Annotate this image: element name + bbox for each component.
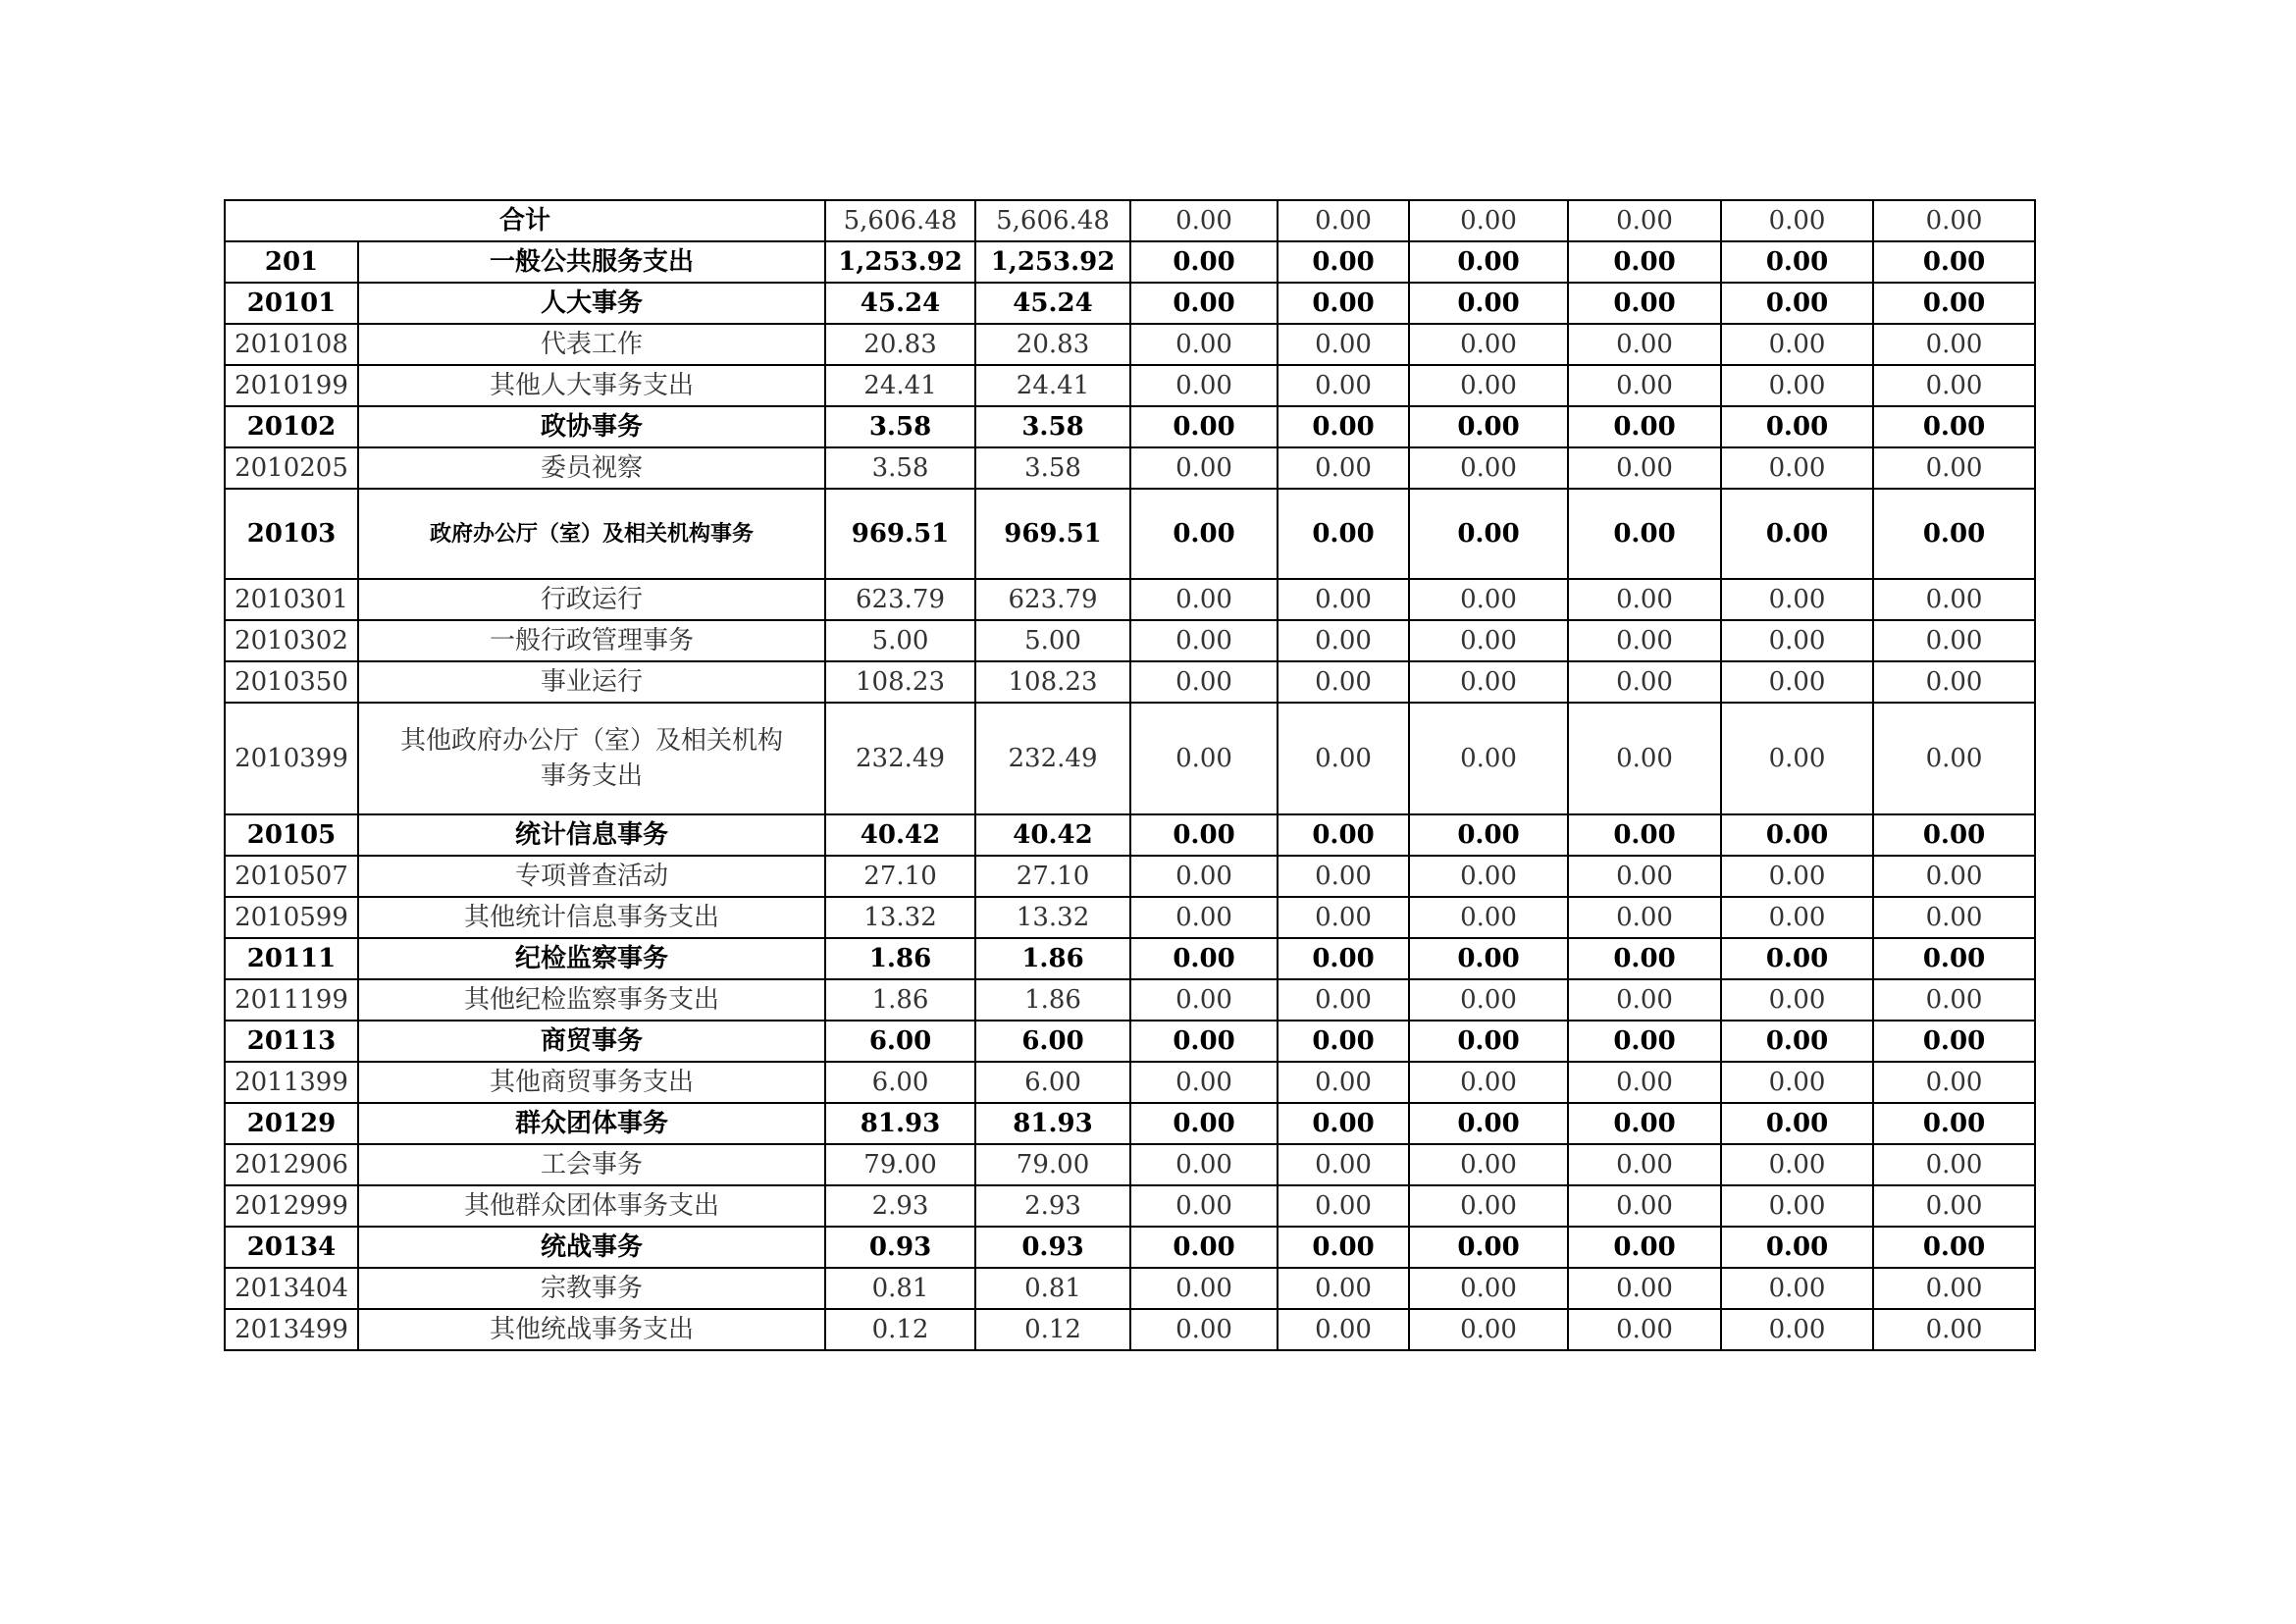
item-value: 13.32: [975, 897, 1130, 938]
total-value: 0.00: [1873, 200, 2035, 241]
item-value: 0.00: [1873, 1103, 2035, 1144]
item-name: 政府办公厅（室）及相关机构事务: [358, 489, 825, 579]
item-value: 0.00: [1278, 489, 1409, 579]
item-value: 0.00: [1721, 1021, 1873, 1062]
item-value: 0.00: [1278, 324, 1409, 365]
item-code: 20102: [225, 406, 358, 447]
item-value: 0.00: [1568, 1268, 1721, 1309]
item-value: 0.00: [1873, 1062, 2035, 1103]
item-value: 0.00: [1568, 283, 1721, 324]
item-value: 0.00: [1278, 1309, 1409, 1350]
item-code: 20113: [225, 1021, 358, 1062]
item-value: 0.00: [1130, 489, 1278, 579]
item-value: 0.00: [1568, 406, 1721, 447]
item-value: 0.00: [1873, 938, 2035, 979]
item-value: 0.00: [1568, 856, 1721, 897]
item-value: 0.00: [1873, 1021, 2035, 1062]
item-value: 0.00: [1409, 365, 1568, 406]
table-row: [225, 1021, 2035, 1062]
item-value: 0.00: [1130, 1021, 1278, 1062]
item-name: 工会事务: [358, 1144, 825, 1185]
item-value: 0.00: [1873, 365, 2035, 406]
item-value: 0.00: [1873, 1268, 2035, 1309]
item-value: 0.00: [1721, 283, 1873, 324]
item-code: 2010599: [225, 897, 358, 938]
item-value: 13.32: [825, 897, 975, 938]
item-value: 0.00: [1721, 1309, 1873, 1350]
item-value: 1,253.92: [975, 241, 1130, 283]
item-name: 统战事务: [358, 1227, 825, 1268]
item-value: 0.00: [1130, 241, 1278, 283]
item-value: 0.00: [1873, 661, 2035, 703]
item-value: 0.12: [975, 1309, 1130, 1350]
budget-expenditure-table: [224, 199, 2036, 1351]
item-name: 一般行政管理事务: [358, 620, 825, 661]
item-value: 108.23: [825, 661, 975, 703]
item-value: 0.00: [1873, 703, 2035, 814]
item-value: 3.58: [975, 406, 1130, 447]
item-value: 0.00: [1568, 1227, 1721, 1268]
item-value: 6.00: [975, 1021, 1130, 1062]
item-value: 0.00: [1409, 1268, 1568, 1309]
item-value: 0.00: [1873, 856, 2035, 897]
item-value: 0.00: [1721, 979, 1873, 1021]
item-value: 0.00: [1130, 1062, 1278, 1103]
item-value: 0.81: [825, 1268, 975, 1309]
item-value: 0.00: [1568, 1021, 1721, 1062]
item-value: 0.00: [1568, 1103, 1721, 1144]
item-value: 0.00: [1130, 814, 1278, 856]
item-value: 0.00: [1278, 1227, 1409, 1268]
total-value: 0.00: [1278, 200, 1409, 241]
item-value: 0.00: [1721, 324, 1873, 365]
item-name: 专项普查活动: [358, 856, 825, 897]
item-value: 0.00: [1568, 938, 1721, 979]
item-value: 20.83: [975, 324, 1130, 365]
item-value: 0.00: [1873, 1185, 2035, 1227]
item-value: 0.00: [1409, 241, 1568, 283]
item-value: 27.10: [825, 856, 975, 897]
item-value: 0.00: [1130, 1309, 1278, 1350]
item-value: 0.00: [1278, 283, 1409, 324]
item-value: 0.00: [1130, 1268, 1278, 1309]
item-value: 0.00: [1721, 661, 1873, 703]
item-value: 0.00: [1278, 661, 1409, 703]
table-row: [225, 661, 2035, 703]
item-code: 20105: [225, 814, 358, 856]
item-value: 0.00: [1409, 324, 1568, 365]
item-code: 2010350: [225, 661, 358, 703]
item-value: 0.00: [1568, 620, 1721, 661]
item-value: 24.41: [975, 365, 1130, 406]
item-value: 0.81: [975, 1268, 1130, 1309]
item-code: 20103: [225, 489, 358, 579]
item-value: 2.93: [975, 1185, 1130, 1227]
item-name: 其他政府办公厅（室）及相关机构事务支出: [358, 703, 825, 814]
item-value: 24.41: [825, 365, 975, 406]
item-value: 1.86: [975, 979, 1130, 1021]
item-value: 0.00: [1873, 1309, 2035, 1350]
table-row: [225, 897, 2035, 938]
item-value: 969.51: [825, 489, 975, 579]
item-value: 0.00: [1409, 814, 1568, 856]
item-value: 0.00: [1130, 579, 1278, 620]
item-value: 27.10: [975, 856, 1130, 897]
item-name: 行政运行: [358, 579, 825, 620]
item-value: 1.86: [825, 938, 975, 979]
item-value: 0.00: [1873, 979, 2035, 1021]
item-value: 0.00: [1130, 324, 1278, 365]
item-name: 宗教事务: [358, 1268, 825, 1309]
table-row: [225, 324, 2035, 365]
table-row: [225, 1103, 2035, 1144]
item-value: 0.00: [1409, 1103, 1568, 1144]
item-name: 一般公共服务支出: [358, 241, 825, 283]
total-label: 合计: [225, 200, 825, 241]
table-row: [225, 1227, 2035, 1268]
item-value: 0.00: [1278, 241, 1409, 283]
item-value: 0.00: [1568, 1309, 1721, 1350]
item-value: 0.00: [1721, 1062, 1873, 1103]
item-code: 2010205: [225, 447, 358, 489]
item-value: 232.49: [975, 703, 1130, 814]
table-row: [225, 1185, 2035, 1227]
table-row: [225, 1268, 2035, 1309]
item-value: 0.00: [1721, 938, 1873, 979]
item-name: 其他群众团体事务支出: [358, 1185, 825, 1227]
item-value: 0.00: [1130, 447, 1278, 489]
item-value: 0.00: [1873, 406, 2035, 447]
item-name: 其他人大事务支出: [358, 365, 825, 406]
item-value: 623.79: [825, 579, 975, 620]
item-value: 0.00: [1278, 979, 1409, 1021]
table-row: [225, 579, 2035, 620]
item-value: 3.58: [975, 447, 1130, 489]
item-value: 0.00: [1278, 938, 1409, 979]
item-value: 0.00: [1873, 324, 2035, 365]
item-name: 事业运行: [358, 661, 825, 703]
item-value: 0.00: [1721, 897, 1873, 938]
item-value: 0.00: [1409, 938, 1568, 979]
item-value: 0.00: [1721, 620, 1873, 661]
total-value: 0.00: [1130, 200, 1278, 241]
item-name: 其他商贸事务支出: [358, 1062, 825, 1103]
item-value: 0.00: [1278, 1062, 1409, 1103]
item-value: 0.00: [1721, 1185, 1873, 1227]
item-value: 6.00: [975, 1062, 1130, 1103]
item-value: 0.00: [1873, 579, 2035, 620]
item-name: 代表工作: [358, 324, 825, 365]
item-value: 0.00: [1568, 241, 1721, 283]
item-value: 0.00: [1568, 365, 1721, 406]
table-row: [225, 856, 2035, 897]
item-value: 81.93: [975, 1103, 1130, 1144]
item-value: 0.00: [1278, 1144, 1409, 1185]
item-value: 0.00: [1568, 324, 1721, 365]
item-value: 0.00: [1721, 365, 1873, 406]
item-value: 0.00: [1130, 365, 1278, 406]
item-value: 0.00: [1873, 814, 2035, 856]
item-value: 2.93: [825, 1185, 975, 1227]
item-value: 6.00: [825, 1021, 975, 1062]
table-row: [225, 406, 2035, 447]
item-code: 201: [225, 241, 358, 283]
item-value: 0.00: [1721, 579, 1873, 620]
item-value: 0.00: [1721, 703, 1873, 814]
item-code: 2013499: [225, 1309, 358, 1350]
item-value: 3.58: [825, 406, 975, 447]
item-value: 108.23: [975, 661, 1130, 703]
item-name: 群众团体事务: [358, 1103, 825, 1144]
item-code: 2012999: [225, 1185, 358, 1227]
item-name: 其他纪检监察事务支出: [358, 979, 825, 1021]
item-value: 232.49: [825, 703, 975, 814]
item-value: 0.00: [1278, 856, 1409, 897]
item-value: 0.00: [1873, 283, 2035, 324]
item-code: 2011199: [225, 979, 358, 1021]
table-row: [225, 1144, 2035, 1185]
item-code: 20111: [225, 938, 358, 979]
item-value: 0.00: [1409, 1227, 1568, 1268]
item-value: 0.00: [1568, 979, 1721, 1021]
item-value: 0.00: [1278, 1021, 1409, 1062]
item-value: 0.00: [1278, 1185, 1409, 1227]
item-value: 5.00: [825, 620, 975, 661]
item-code: 2010507: [225, 856, 358, 897]
item-value: 0.00: [1130, 283, 1278, 324]
item-code: 2010108: [225, 324, 358, 365]
item-value: 0.00: [1409, 620, 1568, 661]
item-value: 0.00: [1721, 241, 1873, 283]
item-value: 969.51: [975, 489, 1130, 579]
table-row: [225, 620, 2035, 661]
item-code: 2010199: [225, 365, 358, 406]
item-name: 纪检监察事务: [358, 938, 825, 979]
item-value: 0.00: [1278, 365, 1409, 406]
item-value: 0.00: [1409, 1309, 1568, 1350]
item-value: 0.00: [1278, 579, 1409, 620]
item-value: 0.00: [1409, 283, 1568, 324]
item-code: 2010399: [225, 703, 358, 814]
item-value: 0.00: [1278, 1103, 1409, 1144]
item-value: 0.00: [1721, 1227, 1873, 1268]
item-value: 0.00: [1130, 979, 1278, 1021]
item-value: 0.00: [1409, 856, 1568, 897]
item-value: 0.00: [1278, 447, 1409, 489]
item-value: 0.00: [1721, 814, 1873, 856]
item-value: 6.00: [825, 1062, 975, 1103]
item-value: 81.93: [825, 1103, 975, 1144]
item-value: 1,253.92: [825, 241, 975, 283]
table-row: [225, 447, 2035, 489]
total-value: 5,606.48: [975, 200, 1130, 241]
table-row: [225, 1309, 2035, 1350]
item-code: 2012906: [225, 1144, 358, 1185]
table-row: [225, 979, 2035, 1021]
item-value: 0.00: [1568, 489, 1721, 579]
item-value: 40.42: [975, 814, 1130, 856]
item-value: 0.00: [1278, 897, 1409, 938]
item-value: 623.79: [975, 579, 1130, 620]
table-row: [225, 1062, 2035, 1103]
item-value: 0.00: [1721, 406, 1873, 447]
total-row: [225, 200, 2035, 241]
table-row: [225, 814, 2035, 856]
item-value: 0.00: [1130, 897, 1278, 938]
item-value: 3.58: [825, 447, 975, 489]
item-value: 0.00: [1873, 489, 2035, 579]
item-value: 0.00: [1130, 1144, 1278, 1185]
item-value: 0.00: [1873, 620, 2035, 661]
item-value: 0.00: [1130, 703, 1278, 814]
table-row: [225, 283, 2035, 324]
item-value: 40.42: [825, 814, 975, 856]
item-value: 0.00: [1873, 241, 2035, 283]
item-value: 0.00: [1409, 1062, 1568, 1103]
item-value: 1.86: [975, 938, 1130, 979]
item-value: 0.00: [1568, 661, 1721, 703]
item-code: 20129: [225, 1103, 358, 1144]
item-value: 0.00: [1409, 661, 1568, 703]
item-value: 45.24: [825, 283, 975, 324]
item-value: 0.00: [1130, 856, 1278, 897]
item-value: 0.00: [1130, 1103, 1278, 1144]
item-value: 0.00: [1568, 579, 1721, 620]
item-code: 20101: [225, 283, 358, 324]
item-code: 2011399: [225, 1062, 358, 1103]
item-value: 20.83: [825, 324, 975, 365]
item-name: 其他统战事务支出: [358, 1309, 825, 1350]
item-name: 委员视察: [358, 447, 825, 489]
item-value: 0.00: [1278, 814, 1409, 856]
item-name: 统计信息事务: [358, 814, 825, 856]
item-code: 2010302: [225, 620, 358, 661]
item-value: 0.00: [1409, 1144, 1568, 1185]
item-name: 人大事务: [358, 283, 825, 324]
item-value: 0.00: [1130, 1227, 1278, 1268]
total-value: 0.00: [1721, 200, 1873, 241]
item-value: 0.00: [1568, 703, 1721, 814]
item-value: 0.00: [1873, 1144, 2035, 1185]
item-value: 0.00: [1721, 856, 1873, 897]
item-value: 0.00: [1409, 447, 1568, 489]
item-value: 0.00: [1873, 447, 2035, 489]
item-value: 0.00: [1409, 703, 1568, 814]
item-value: 0.00: [1568, 447, 1721, 489]
item-value: 0.00: [1873, 897, 2035, 938]
item-code: 2010301: [225, 579, 358, 620]
item-value: 0.00: [1873, 1227, 2035, 1268]
item-value: 45.24: [975, 283, 1130, 324]
item-value: 79.00: [975, 1144, 1130, 1185]
item-value: 0.00: [1721, 447, 1873, 489]
item-value: 0.00: [1278, 406, 1409, 447]
item-value: 0.00: [1568, 897, 1721, 938]
item-value: 0.00: [1409, 1185, 1568, 1227]
item-value: 1.86: [825, 979, 975, 1021]
item-value: 0.00: [1721, 1268, 1873, 1309]
item-value: 0.00: [1409, 897, 1568, 938]
table-row: [225, 938, 2035, 979]
item-value: 0.00: [1130, 620, 1278, 661]
item-value: 0.00: [1130, 938, 1278, 979]
item-value: 0.00: [1568, 1185, 1721, 1227]
item-value: 0.00: [1409, 579, 1568, 620]
item-value: 0.00: [1568, 1062, 1721, 1103]
item-value: 0.00: [1409, 489, 1568, 579]
item-name: 政协事务: [358, 406, 825, 447]
item-value: 0.00: [1130, 1185, 1278, 1227]
item-value: 0.00: [1130, 661, 1278, 703]
total-value: 5,606.48: [825, 200, 975, 241]
table-row: [225, 241, 2035, 283]
item-value: 0.00: [1409, 979, 1568, 1021]
item-name: 商贸事务: [358, 1021, 825, 1062]
table-row: [225, 365, 2035, 406]
total-value: 0.00: [1568, 200, 1721, 241]
item-value: 0.00: [1568, 814, 1721, 856]
item-value: 0.00: [1278, 703, 1409, 814]
item-value: 0.93: [975, 1227, 1130, 1268]
item-value: 0.00: [1409, 406, 1568, 447]
item-value: 5.00: [975, 620, 1130, 661]
item-value: 0.93: [825, 1227, 975, 1268]
item-value: 0.00: [1721, 1144, 1873, 1185]
item-code: 20134: [225, 1227, 358, 1268]
item-value: 0.00: [1721, 1103, 1873, 1144]
item-value: 0.12: [825, 1309, 975, 1350]
item-code: 2013404: [225, 1268, 358, 1309]
item-value: 79.00: [825, 1144, 975, 1185]
item-value: 0.00: [1278, 1268, 1409, 1309]
total-value: 0.00: [1409, 200, 1568, 241]
item-name: 其他统计信息事务支出: [358, 897, 825, 938]
table-row: [225, 703, 2035, 814]
item-value: 0.00: [1409, 1021, 1568, 1062]
item-value: 0.00: [1130, 406, 1278, 447]
item-value: 0.00: [1721, 489, 1873, 579]
item-value: 0.00: [1568, 1144, 1721, 1185]
item-value: 0.00: [1278, 620, 1409, 661]
table-row: [225, 489, 2035, 579]
